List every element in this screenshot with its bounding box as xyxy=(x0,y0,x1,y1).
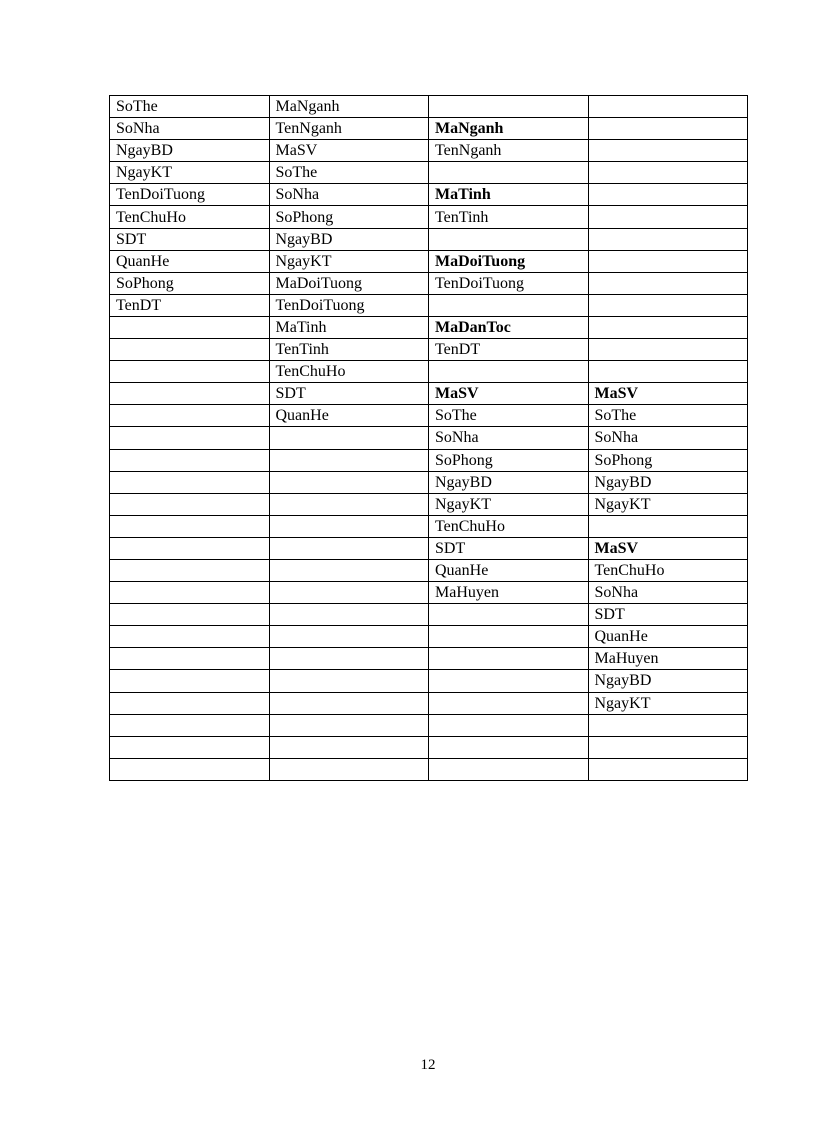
table-cell: MaTinh xyxy=(429,184,589,206)
table-cell: MaDoiTuong xyxy=(269,272,429,294)
table-cell xyxy=(588,316,748,338)
table-cell: SoPhong xyxy=(110,272,270,294)
table-row xyxy=(110,736,748,758)
table-row xyxy=(110,206,748,228)
table-cell xyxy=(110,339,270,361)
table-cell xyxy=(588,736,748,758)
table-row xyxy=(110,493,748,515)
table-row xyxy=(110,537,748,559)
table-cell: NgayKT xyxy=(269,250,429,272)
table-cell: MaNganh xyxy=(429,118,589,140)
table-cell: TenChuHo xyxy=(110,206,270,228)
table-cell xyxy=(588,184,748,206)
table-cell: SDT xyxy=(110,228,270,250)
table-row xyxy=(110,118,748,140)
table-cell: SoPhong xyxy=(429,449,589,471)
table-cell: MaHuyen xyxy=(429,582,589,604)
table-row xyxy=(110,714,748,736)
table-cell xyxy=(110,692,270,714)
table-row xyxy=(110,383,748,405)
table-cell xyxy=(269,471,429,493)
table-cell: NgayKT xyxy=(110,162,270,184)
table-cell: NgayKT xyxy=(588,692,748,714)
table-cell xyxy=(110,758,270,780)
table-cell: TenDT xyxy=(110,294,270,316)
table-cell: QuanHe xyxy=(429,559,589,581)
table-cell: TenDT xyxy=(429,339,589,361)
table-cell: MaSV xyxy=(269,140,429,162)
table-cell: MaHuyen xyxy=(588,648,748,670)
table-cell: TenNganh xyxy=(269,118,429,140)
table-cell xyxy=(110,449,270,471)
table-cell xyxy=(269,648,429,670)
table-cell xyxy=(429,604,589,626)
table-cell xyxy=(429,626,589,648)
table-cell xyxy=(110,361,270,383)
table-cell xyxy=(110,626,270,648)
table-row xyxy=(110,294,748,316)
table-cell: MaSV xyxy=(588,383,748,405)
table-cell xyxy=(588,162,748,184)
table-cell xyxy=(110,405,270,427)
table-row xyxy=(110,648,748,670)
table-cell: NgayBD xyxy=(588,670,748,692)
table-row xyxy=(110,758,748,780)
table-row xyxy=(110,449,748,471)
table-cell: QuanHe xyxy=(269,405,429,427)
table-cell: SoNha xyxy=(110,118,270,140)
table-cell xyxy=(429,692,589,714)
table-cell xyxy=(269,559,429,581)
table-row xyxy=(110,604,748,626)
table-cell: TenChuHo xyxy=(588,559,748,581)
table-cell xyxy=(269,692,429,714)
table-cell xyxy=(588,140,748,162)
table-row xyxy=(110,250,748,272)
table-cell: TenTinh xyxy=(429,206,589,228)
table-cell xyxy=(588,339,748,361)
table-cell xyxy=(588,515,748,537)
table-cell xyxy=(429,96,589,118)
table-cell: SDT xyxy=(269,383,429,405)
table-cell: SoPhong xyxy=(269,206,429,228)
table-cell xyxy=(110,714,270,736)
table-cell: MaNganh xyxy=(269,96,429,118)
table-cell xyxy=(269,427,429,449)
table-row xyxy=(110,228,748,250)
table-cell: MaDanToc xyxy=(429,316,589,338)
table-row xyxy=(110,316,748,338)
table-cell xyxy=(110,582,270,604)
table-cell: MaSV xyxy=(588,537,748,559)
table-cell xyxy=(110,493,270,515)
table-cell: TenDoiTuong xyxy=(269,294,429,316)
table-cell xyxy=(588,361,748,383)
table-cell: SDT xyxy=(588,604,748,626)
table-cell xyxy=(110,316,270,338)
table-cell xyxy=(588,714,748,736)
table-row xyxy=(110,582,748,604)
table-row xyxy=(110,692,748,714)
table-cell xyxy=(110,471,270,493)
table-cell: TenNganh xyxy=(429,140,589,162)
table-cell xyxy=(269,736,429,758)
table-cell xyxy=(429,714,589,736)
table-row xyxy=(110,670,748,692)
table-cell xyxy=(429,162,589,184)
table-cell xyxy=(588,96,748,118)
table-cell: TenChuHo xyxy=(269,361,429,383)
table-cell xyxy=(110,537,270,559)
table-cell: NgayBD xyxy=(110,140,270,162)
table-row xyxy=(110,626,748,648)
table-cell xyxy=(429,736,589,758)
table-cell xyxy=(429,648,589,670)
table-cell: SoPhong xyxy=(588,449,748,471)
table-cell: SoNha xyxy=(588,427,748,449)
table-row xyxy=(110,405,748,427)
table-row xyxy=(110,96,748,118)
table-cell: TenTinh xyxy=(269,339,429,361)
attribute-table xyxy=(109,95,748,781)
table-cell xyxy=(269,670,429,692)
table-cell xyxy=(588,250,748,272)
table-cell: SDT xyxy=(429,537,589,559)
table-cell: NgayBD xyxy=(269,228,429,250)
table-row xyxy=(110,272,748,294)
table-cell: QuanHe xyxy=(588,626,748,648)
table-row xyxy=(110,471,748,493)
table-row xyxy=(110,515,748,537)
table-cell: NgayKT xyxy=(588,493,748,515)
table-cell xyxy=(269,582,429,604)
table-cell xyxy=(269,714,429,736)
table-cell xyxy=(110,515,270,537)
table-cell xyxy=(269,449,429,471)
table-cell xyxy=(588,294,748,316)
table-cell xyxy=(269,537,429,559)
table-cell xyxy=(110,559,270,581)
table-cell xyxy=(110,383,270,405)
table-row xyxy=(110,427,748,449)
table-cell: QuanHe xyxy=(110,250,270,272)
table-cell xyxy=(429,758,589,780)
table-cell xyxy=(429,294,589,316)
table-cell: TenDoiTuong xyxy=(429,272,589,294)
table-row xyxy=(110,140,748,162)
table-row xyxy=(110,184,748,206)
table-cell xyxy=(110,427,270,449)
table-cell: MaTinh xyxy=(269,316,429,338)
table-cell: NgayBD xyxy=(588,471,748,493)
table-row xyxy=(110,339,748,361)
attribute-table-body xyxy=(110,96,748,781)
table-row xyxy=(110,559,748,581)
table-cell xyxy=(110,648,270,670)
table-cell xyxy=(269,626,429,648)
table-cell xyxy=(269,758,429,780)
table-row xyxy=(110,162,748,184)
table-cell xyxy=(588,206,748,228)
table-cell: SoNha xyxy=(269,184,429,206)
table-cell: MaDoiTuong xyxy=(429,250,589,272)
table-cell xyxy=(429,361,589,383)
table-cell xyxy=(429,228,589,250)
table-cell: SoThe xyxy=(269,162,429,184)
table-cell xyxy=(588,758,748,780)
table-cell xyxy=(588,272,748,294)
page-number: 12 xyxy=(420,1057,436,1073)
table-cell xyxy=(110,670,270,692)
table-cell xyxy=(269,515,429,537)
table-cell xyxy=(429,670,589,692)
table-cell: SoThe xyxy=(588,405,748,427)
table-cell xyxy=(110,736,270,758)
table-cell: SoNha xyxy=(588,582,748,604)
table-cell: NgayBD xyxy=(429,471,589,493)
table-cell: SoNha xyxy=(429,427,589,449)
table-cell xyxy=(110,604,270,626)
table-cell xyxy=(588,118,748,140)
table-cell: TenChuHo xyxy=(429,515,589,537)
table-cell: MaSV xyxy=(429,383,589,405)
table-row xyxy=(110,361,748,383)
table-cell xyxy=(588,228,748,250)
table-cell: TenDoiTuong xyxy=(110,184,270,206)
table-cell: SoThe xyxy=(429,405,589,427)
table-cell xyxy=(269,604,429,626)
table-cell xyxy=(269,493,429,515)
table-cell: NgayKT xyxy=(429,493,589,515)
table-cell: SoThe xyxy=(110,96,270,118)
